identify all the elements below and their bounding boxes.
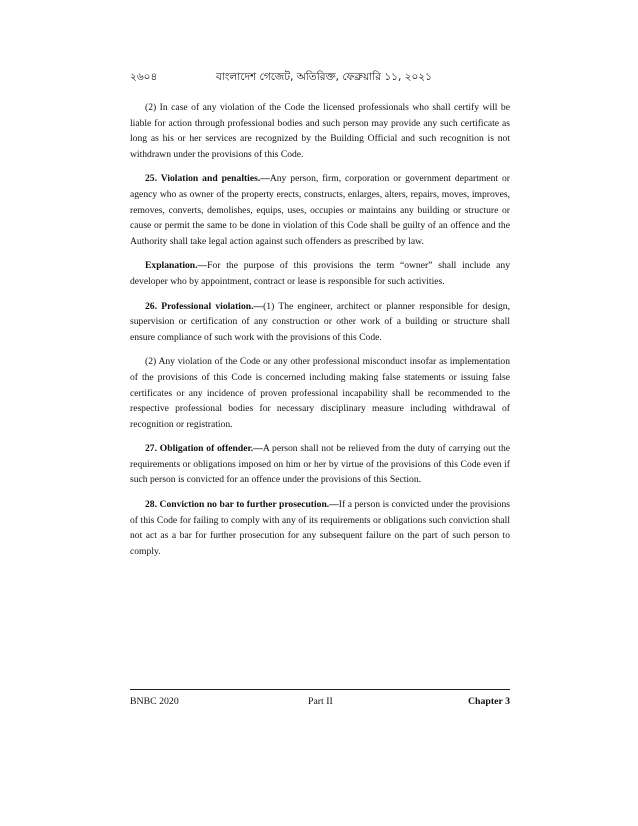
gazette-title: বাংলাদেশ গেজেট, অতিরিক্ত, ফেব্রুয়ারি ১১, ২০২১ [216, 71, 432, 83]
paragraph-text: If a person is convicted under the provisions of this Code for failing to comply with any of its requirements or obligations such conviction shall not act as a bar for further prosecution for any subsequent failure on the part of such person to comply. [130, 499, 510, 557]
footer-code-name: BNBC 2020 [130, 696, 179, 707]
paragraph-heading: 28. Conviction no bar to further prosecution.— [145, 499, 339, 511]
paragraph-24-2 [130, 100, 510, 162]
document-body [130, 100, 510, 568]
footer-chapter: Chapter 3 [467, 696, 510, 707]
paragraph-text: For the purpose of this provisions the term “owner” shall include any developer who by appointment, contract or lease is responsible for such activities. [130, 260, 510, 287]
paragraph-25 [130, 171, 510, 249]
paragraph-heading: 25. Violation and penalties.— [145, 173, 270, 185]
page-number: ২৬০৪ [130, 71, 158, 83]
footer-divider [130, 689, 510, 690]
paragraph-heading: 27. Obligation of offender.— [145, 443, 263, 455]
paragraph-heading: Explanation.— [145, 260, 208, 272]
paragraph-explanation [130, 258, 510, 289]
page-footer [130, 696, 510, 712]
paragraph-text: A person shall not be relieved from the duty of carrying out the requirements or obligations imposed on him or her by virtue of the provisions of this Code even if such person is convicted for an offence under the provisions of this Section. [130, 443, 510, 486]
paragraph-27 [130, 441, 510, 488]
paragraph-text: (2) In case of any violation of the Code the licensed professionals who shall certify will be liable for action through professional bodies and such person may provide any such certificate as long as his or her services are recognized by the Building Official and such recognition is not withdrawn under the provisions of this Code. [130, 102, 510, 160]
paragraph-heading: 26. Professional violation.— [145, 300, 264, 312]
footer-part: Part II [308, 696, 333, 707]
paragraph-text: (1) The engineer, architect or planner responsible for design, supervision or certification of any construction or other work of a building or structure shall ensure compliance of such work with the provisions of this Code. [130, 300, 511, 343]
paragraph-26-2 [130, 354, 510, 432]
paragraph-text: (2) Any violation of the Code or any other professional misconduct insofar as implementation of the provisions of this Code is concerned including making false statements or issuing false certificates or any incidence of proven professional incapability shall be recommended to the respective professional bodies for necessary disciplinary measure including withdrawal of recognition or registration. [130, 356, 510, 430]
paragraph-28 [130, 497, 510, 559]
paragraph-text: Any person, firm, corporation or government department or agency who as owner of the property erects, constructs, enlarges, alters, repairs, moves, improves, removes, converts, demolishes, equips, uses, occupies or maintains any building or structure or cause or permit the same to be done in violation of this Code shall be guilty of an offence and the Authority shall take legal action against such offenders as prescribed by law. [130, 173, 510, 247]
page-header [130, 70, 510, 90]
paragraph-26 [130, 299, 510, 346]
